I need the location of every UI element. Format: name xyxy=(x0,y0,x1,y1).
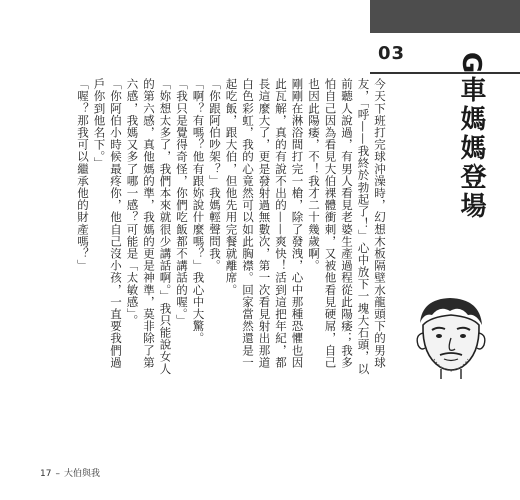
footer-separator: – xyxy=(55,469,60,479)
dialogue-line: 「我只是覺得奇怪，你們吃飯都不講話的喔。」 xyxy=(175,78,189,327)
dialogue-line: 「妳想太多了，我們本來就很少講話啊。」我只能說女人的第六感，真他媽的準，我媽的更是神準，莫非除了第六感，我媽又多了哪一感？可能是「太敏感」。 xyxy=(125,78,173,375)
chapter-tab xyxy=(370,0,520,33)
chapter-number: 03 xyxy=(378,43,406,64)
paragraph: 剛剛在淋浴間打完一槍，除了發洩，心中那種恐懼也因此瓦解，真的有說不出的——爽快！活到這把年紀，都長這麼大了，更是發射過無數次，第一次看見射出那道白色彩虹，我的心竟然可以如此胸襟。回家當然還是一起吃飯，跟大伯，但他先用完餐就離席。 xyxy=(224,78,305,369)
body-text xyxy=(76,78,388,378)
chapter-rule xyxy=(370,72,520,74)
chapter-title: G車媽媽登場 xyxy=(456,52,486,222)
dialogue-line: 「喔？那我可以繼承他的財產嗎？」 xyxy=(76,78,90,272)
dialogue-line: 「啊？有嗎？他有跟妳說什麼嗎？」我心中大驚。 xyxy=(191,78,206,345)
paragraph: 今天下班打完球沖澡時，幻想木板隔壁水龍頭下的男球友，「呼——我終於勃起了！」心中放下一塊大石頭，以前聽人說過，有男人看見老婆生產過程從此陽痿；我多怕自己因為看見大伯裸體衝刺，又被他看見硬屌，自己也因此陽痿，不！我才二十幾歲啊。 xyxy=(307,78,387,375)
cartoon-face-illustration xyxy=(410,293,492,379)
dialogue-line: 「你阿伯小時候最疼你，他自己沒小孩，一直要我們過戶你到他名下。」 xyxy=(92,78,123,369)
dialogue-line: 「你跟阿伯吵架？」我媽輕聲問我。 xyxy=(208,78,222,272)
page-footer xyxy=(40,466,100,479)
page-number: 17 xyxy=(40,469,52,479)
book-title: 大伯與我 xyxy=(63,469,100,479)
